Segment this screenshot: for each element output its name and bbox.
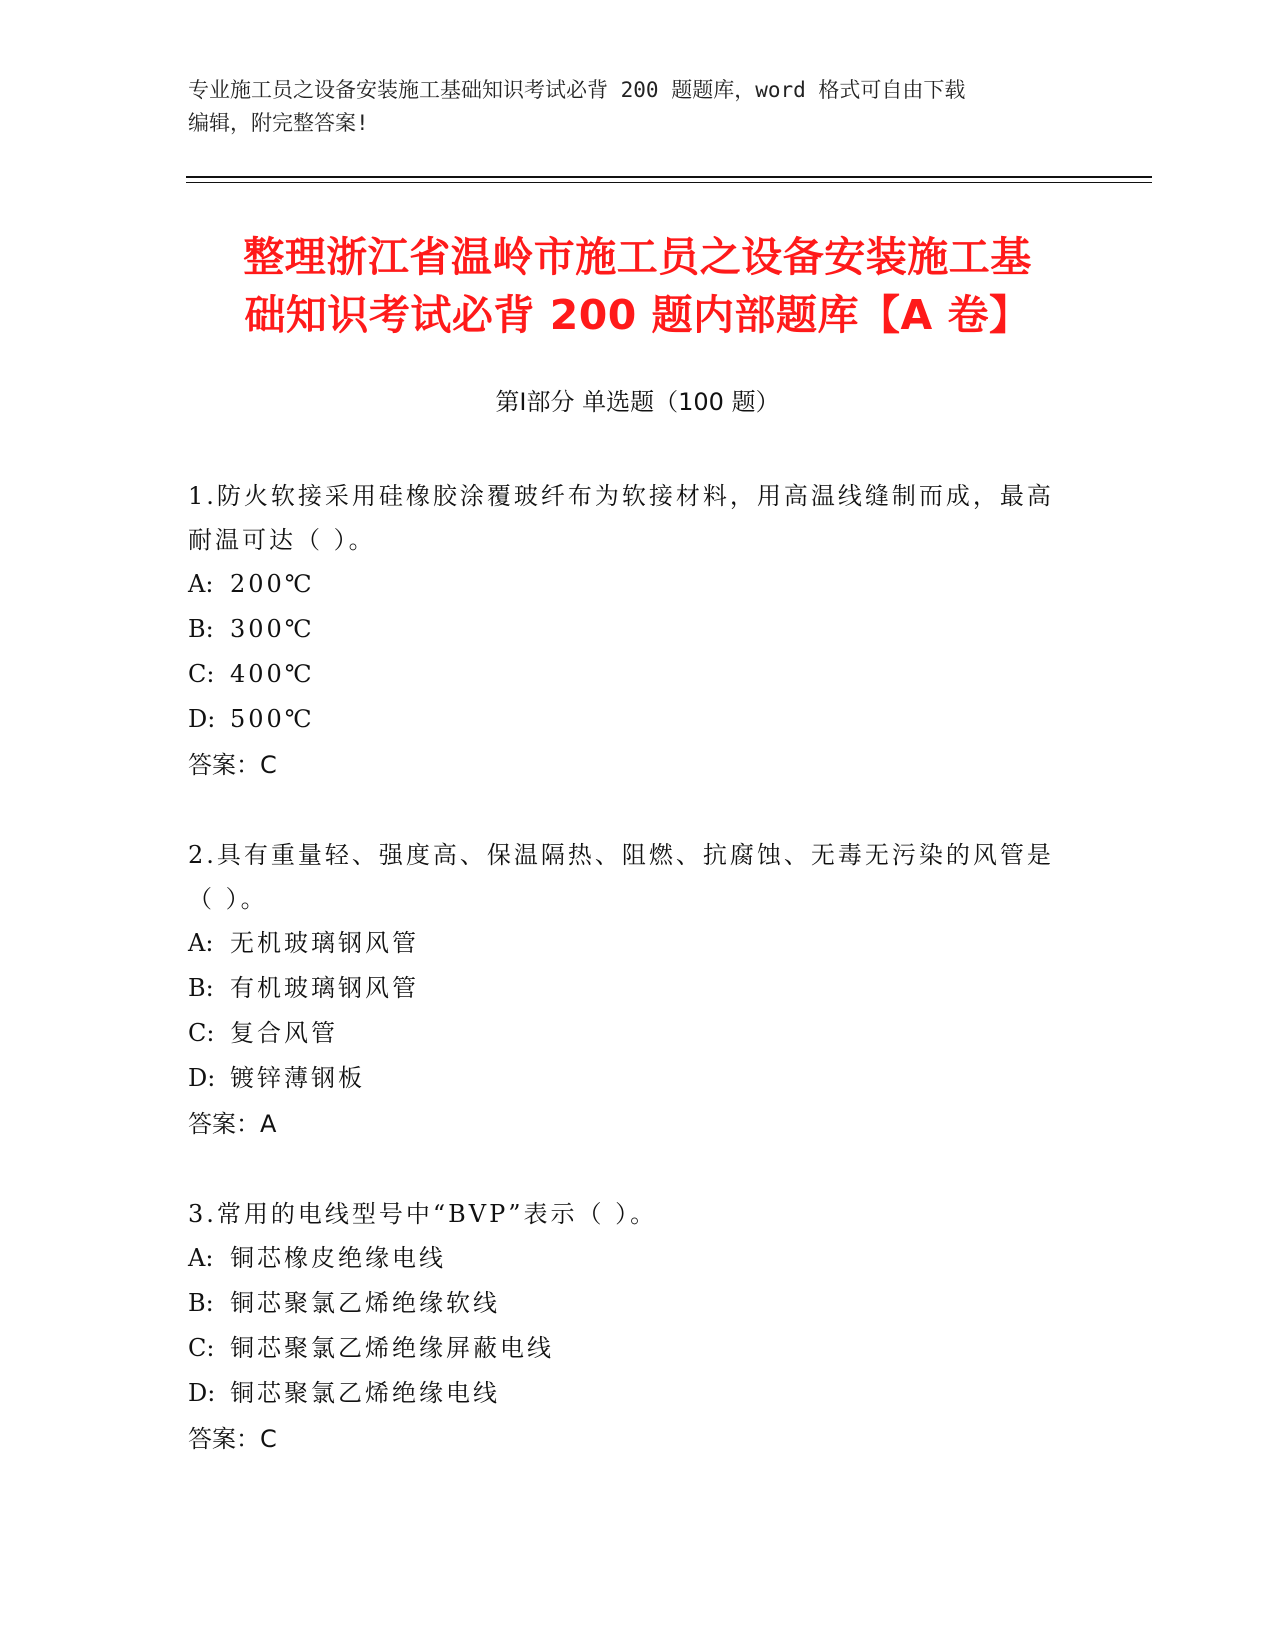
option-text: 铜芯聚氯乙烯绝缘软线 (230, 1289, 500, 1317)
option-text: 铜芯橡皮绝缘电线 (230, 1244, 446, 1272)
option-b (188, 1281, 1068, 1326)
option-c (188, 1011, 1068, 1056)
option-letter: A: (188, 929, 214, 957)
header-note-line1: 专业施工员之设备安装施工基础知识考试必背 200 题题库，word 格式可自由下载 (188, 78, 966, 102)
option-d (188, 697, 1068, 742)
question-2 (188, 833, 1068, 1147)
question-3 (188, 1192, 1068, 1462)
option-letter: B: (188, 974, 214, 1002)
header-note (188, 74, 1088, 140)
option-letter: A: (188, 570, 214, 598)
question-stem: 3.常用的电线型号中“BVP”表示（ ）。 (188, 1200, 658, 1228)
section-title: 第Ⅰ部分 单选题（100 题） (495, 388, 780, 416)
option-letter: C: (188, 1019, 215, 1047)
option-text: 500℃ (230, 705, 315, 733)
option-a (188, 1236, 1068, 1281)
option-letter: D: (188, 1064, 216, 1092)
option-letter: D: (188, 1379, 216, 1407)
option-c (188, 1326, 1068, 1371)
option-text: 镀锌薄钢板 (230, 1064, 365, 1092)
option-text: 400℃ (230, 660, 315, 688)
option-text: 铜芯聚氯乙烯绝缘屏蔽电线 (230, 1334, 554, 1362)
answer: 答案：A (188, 1110, 277, 1138)
option-c (188, 652, 1068, 697)
document-title-line2: 础知识考试必背 200 题内部题库【A 卷】 (244, 291, 1031, 339)
option-d (188, 1371, 1068, 1416)
option-a (188, 921, 1068, 966)
option-a (188, 562, 1068, 607)
option-letter: C: (188, 660, 215, 688)
header-divider-thin (186, 182, 1152, 183)
header-divider-thick (186, 176, 1152, 178)
option-letter: A: (188, 1244, 214, 1272)
option-text: 无机玻璃钢风管 (230, 929, 419, 957)
question-1 (188, 474, 1068, 788)
option-text: 200℃ (230, 570, 315, 598)
option-b (188, 966, 1068, 1011)
question-stem: 1.防火软接采用硅橡胶涂覆玻纤布为软接材料，用高温线缝制而成，最高耐温可达（ ）。 (188, 482, 1054, 554)
header-note-line2: 编辑，附完整答案! (188, 111, 369, 135)
question-list (188, 474, 1068, 1507)
document-title (150, 228, 1125, 344)
answer: 答案：C (188, 751, 277, 779)
option-letter: B: (188, 615, 214, 643)
option-text: 有机玻璃钢风管 (230, 974, 419, 1002)
option-letter: D: (188, 705, 216, 733)
option-b (188, 607, 1068, 652)
option-text: 300℃ (230, 615, 315, 643)
option-letter: B: (188, 1289, 214, 1317)
question-stem: 2.具有重量轻、强度高、保温隔热、阻燃、抗腐蚀、无毒无污染的风管是（ ）。 (188, 841, 1054, 913)
option-letter: C: (188, 1334, 215, 1362)
answer: 答案：C (188, 1425, 277, 1453)
document-title-line1: 整理浙江省温岭市施工员之设备安装施工基 (243, 233, 1032, 281)
option-d (188, 1056, 1068, 1101)
option-text: 复合风管 (230, 1019, 338, 1047)
option-text: 铜芯聚氯乙烯绝缘电线 (230, 1379, 500, 1407)
